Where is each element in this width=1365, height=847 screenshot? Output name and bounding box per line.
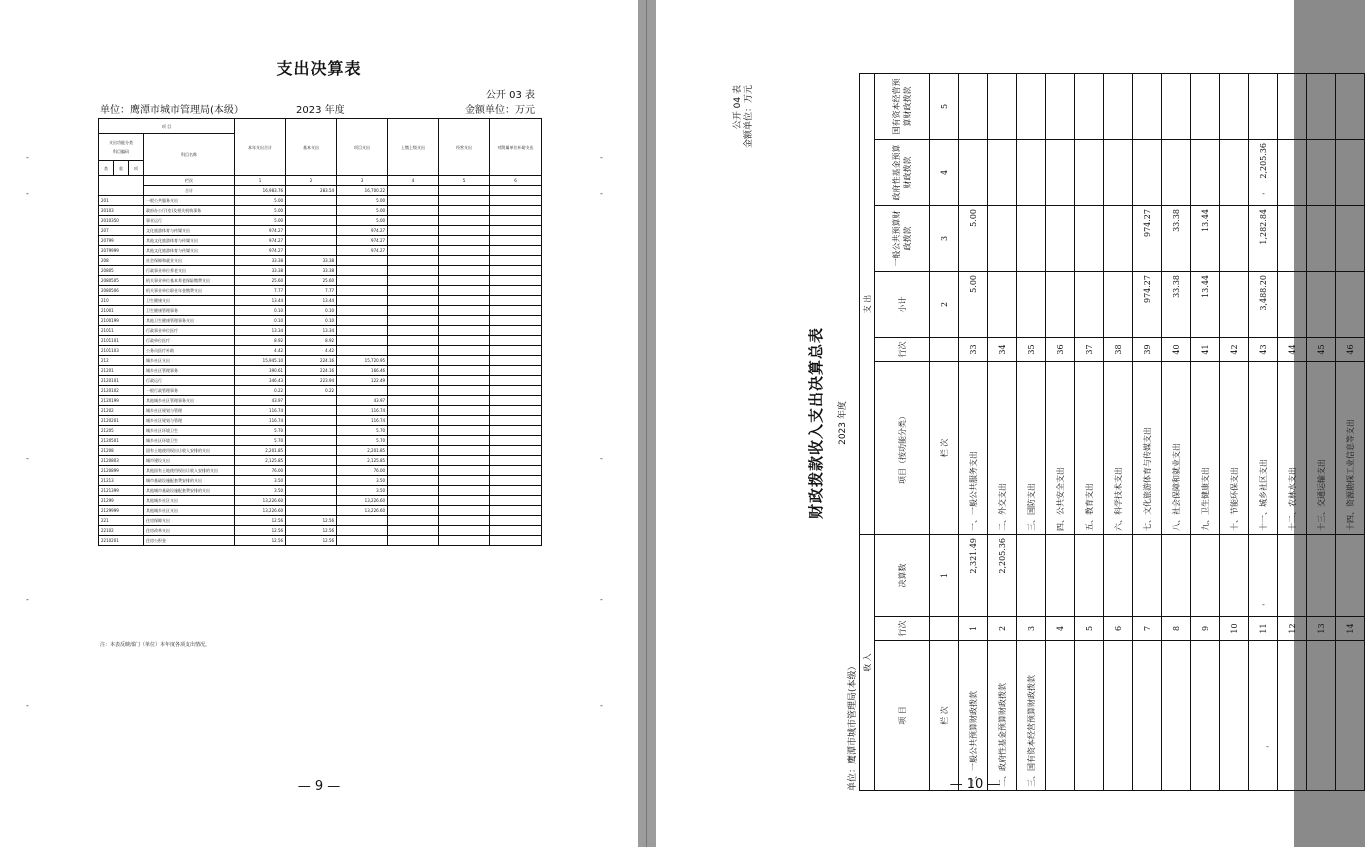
table-row: 221 住房保障支出 12.56 12.56 xyxy=(99,516,542,526)
header-general-budget: 一般公共预算财政拨款 xyxy=(875,206,930,272)
table-row: 三、国有资本经营预算财政拨款 3 三、国防支出 35 xyxy=(1017,73,1046,790)
left-page xyxy=(0,0,638,847)
table-row: 2079999 其他文化旅游体育与传媒支出 974.27 974.27 xyxy=(99,246,542,256)
header-project: 项 目 xyxy=(875,641,930,791)
margin-mark: - xyxy=(600,595,603,604)
margin-mark: - xyxy=(600,153,603,162)
table-row: 5 五、教育支出 37 xyxy=(1075,73,1104,790)
table-row: 20799 其他文化旅游体育与传媒支出 974.27 974.27 xyxy=(99,236,542,246)
header-col3: 项目支出 xyxy=(337,119,388,176)
header-col2: 基本支出 xyxy=(286,119,337,176)
table-row: 6 六、科学技术支出 38 xyxy=(1104,73,1133,790)
table-row: 21213 城市基础设施配套费安排的支出 3.50 3.50 xyxy=(99,476,542,486)
year-label: 2023 年度 xyxy=(296,105,345,116)
header-income: 收 入 xyxy=(860,535,875,791)
table-note: 注：本表反映部门（单位）本年度各项支出情况。 xyxy=(100,642,211,648)
table-row: 7 七、文化旅游体育与传媒支出 39 974.27 974.27 xyxy=(1133,73,1162,790)
page-number: — 9 — xyxy=(297,779,341,794)
table-code: 公开 04 表 xyxy=(733,85,743,130)
table-row: 2101101 行政单位医疗 8.92 8.92 xyxy=(99,336,542,346)
header-project: 项 目 xyxy=(99,119,235,134)
table-row: 10 十、节能环保支出 42 xyxy=(1220,73,1249,790)
table-row: 21208 国有土地使用权出让收入安排的支出 2,201.85 2,201.85 xyxy=(99,446,542,456)
header-final-amount: 决算数 xyxy=(875,535,930,617)
header-subtotal: 小计 xyxy=(875,272,930,338)
table-row: 13 十三、交通运输支出 45 xyxy=(1307,73,1336,790)
right-page xyxy=(656,0,1355,847)
table-row: 21201 城乡社区管理事务 390.61 224.16 166.46 xyxy=(99,366,542,376)
table-row: 201 一般公共服务支出 5.00 5.00 xyxy=(99,196,542,206)
table-row: 2120899 其他国有土地使用权出让收入安排的支出 76.00 76.00 xyxy=(99,466,542,476)
table-row: 2010350 事业运行 5.00 5.00 xyxy=(99,216,542,226)
table-row: 208 社会保障和就业支出 33.38 33.38 xyxy=(99,256,542,266)
table-row: 21205 城乡社区环境卫生 5.70 5.70 xyxy=(99,426,542,436)
table-row: 12 十二、农林水支出 44 xyxy=(1278,73,1307,790)
table-row: 2101103 公务员医疗补助 4.42 4.42 xyxy=(99,346,542,356)
page-gutter xyxy=(638,0,656,847)
header-func-code: 支出功能分类 科目编码 xyxy=(99,134,144,161)
unit-label: 单位：鹰潭市城市管理局(本级） xyxy=(848,661,858,791)
page-number: — 10 — xyxy=(949,777,1001,792)
table-row: 2120102 一般行政管理事务 0.22 0.22 xyxy=(99,386,542,396)
header-col5: 经营支出 xyxy=(439,119,490,176)
table-row: 21202 城乡社区规划与管理 116.74 116.74 xyxy=(99,406,542,416)
table-row: 14 十四、资源勘探工业信息等支出 46 xyxy=(1336,73,1365,790)
header-lei: 类 xyxy=(99,161,114,176)
table-row: 2210201 住房公积金 12.56 12.56 xyxy=(99,536,542,546)
margin-mark: - xyxy=(26,153,29,162)
table-row: 2100199 其他卫生健康管理事务支出 0.10 0.10 xyxy=(99,316,542,326)
table-row: 21299 其他城乡社区支出 13,226.60 13,226.60 xyxy=(99,496,542,506)
header-state-capital: 国有资本经营预算财政拨款 xyxy=(875,73,930,139)
lanci-label: 栏次 xyxy=(144,176,235,186)
page-title: 财政拨款收入支出决算总表 xyxy=(807,327,825,520)
table-row: 一、一般公共预算财政拨款 1 2,321.49 一、一般公共服务支出 33 5.00 5.00 xyxy=(959,73,988,790)
header-row-no-2: 行次 xyxy=(875,338,930,362)
header-col1: 本年支出合计 xyxy=(235,119,286,176)
margin-mark: - xyxy=(1262,189,1265,198)
table-row: 2120201 城乡社区规划与管理 116.74 116.74 xyxy=(99,416,542,426)
table-row: 22102 住房改革支出 12.56 12.56 xyxy=(99,526,542,536)
table-row: 2120199 其他城乡社区管理事务支出 43.97 43.97 xyxy=(99,396,542,406)
header-xiang: 项 xyxy=(129,161,144,176)
year-label: 2023 年度 xyxy=(838,401,848,445)
table-row: 2121399 其他城市基础设施配套费安排的支出 3.50 3.50 xyxy=(99,486,542,496)
table-row: 207 文化旅游体育与传媒支出 974.27 974.27 xyxy=(99,226,542,236)
header-gov-fund: 政府性基金预算财政拨款 xyxy=(875,140,930,206)
table-row: 11 十一、城乡社区支出 43 3,488.20 1,282.84 2,205.36 xyxy=(1249,73,1278,790)
amount-unit-label: 金额单位：万元 xyxy=(744,85,754,149)
expense-table: 项 目 本年支出合计 基本支出 项目支出 上缴上级支出 经营支出 对附属单位补助支出 支出功能分类 科目编码 科目名称 类 款 项 栏次 1 2 3 4 5 6 合计 16,983.76 283.54 16,700.22 201 一般公共服务支出 5.00 5.00 20103 政府办公厅(室)及相关机构事务 5.00 5.00 2010350 事业运行 5.00 5.00 207 文化旅游体育与传媒支出 974.27 974.27 20799 其他文化旅游体育与传媒支出 974.27 974.27 2079999 其他文化旅游体育与传媒支出 974.27 974.27 208 社会保障和就业支出 33.38 33.38 20805 行政事业单位养老支出 33.38 33.38 2080505 机关事业单位基本养老保险缴费支出 25.60 25.60 2080506 机关事业单位职业年金缴费支出 7.77 7.77 210 卫生健康支出 13.44 13.44 21001 卫生健康管理事务 0.10 0.10 2100199 其他卫生健康管理事务支出 0.10 0.10 21011 行政事业单位医疗 13.34 13.34 2101101 行政单位医疗 8.92 8.92 2101103 公务员医疗补助 4.42 4.42 212 城乡社区支出 15,945.10 224.16 15,720.95 21201 城乡社区管理事务 390.61 224.16 166.46 2120101 行政运行 346.43 223.94 122.49 2120102 一般行政管理事务 0.22 0.22 2120199 其他城乡社区管理事务支出 43.97 43.97 21202 城乡社区规划与管理 116.74 116.74 2120201 城乡社区规划与管理 116.74 116.74 21205 城乡社区环境卫生 5.70 5.70 2120501 城乡社区环境卫生 5.70 5.70 21208 国有土地使用权出让收入安排的支出 2,201.85 2,201.85 2120803 城市建设支出 2,125.85 2,125.85 2120899 其他国有土地使用权出让收入安排的支出 76.00 76.00 21213 城市基础设施配套费安排的支出 3.50 3.50 2121399 其他城市基础设施配套费安排的支出 3.50 3.50 21299 其他城乡社区支出 13,226.60 13,226.60 2129999 其他城乡社区支出 13,226.60 13,226.60 221 住房保障支出 12.56 12.56 22102 住房改革支出 12.56 12.56 2210201 住房公积金 12.56 12.56 xyxy=(98,118,542,546)
table-row: 20103 政府办公厅(室)及相关机构事务 5.00 5.00 xyxy=(99,206,542,216)
table-row: 4 四、公共安全支出 36 xyxy=(1046,73,1075,790)
table-row: 2120101 行政运行 346.43 223.94 122.49 xyxy=(99,376,542,386)
header-expense: 支 出 xyxy=(860,73,875,534)
table-row: 2129999 其他城乡社区支出 13,226.60 13,226.60 xyxy=(99,506,542,516)
table-row: 8 八、社会保障和就业支出 40 33.38 33.38 xyxy=(1162,73,1191,790)
page-title: 支出决算表 xyxy=(276,59,362,78)
header-col6: 对附属单位补助支出 xyxy=(490,119,542,176)
table-row: 20805 行政事业单位养老支出 33.38 33.38 xyxy=(99,266,542,276)
margin-mark: - xyxy=(26,595,29,604)
table-row: 2120501 城乡社区环境卫生 5.70 5.70 xyxy=(99,436,542,446)
table-row: 21011 行政事业单位医疗 13.34 13.34 xyxy=(99,326,542,336)
margin-mark: - xyxy=(1262,600,1265,609)
table-code: 公开 03 表 xyxy=(485,90,535,101)
table-row: 210 卫生健康支出 13.44 13.44 xyxy=(99,296,542,306)
total-row: 合计 16,983.76 283.54 16,700.22 xyxy=(99,186,542,196)
table-row: 2080506 机关事业单位职业年金缴费支出 7.77 7.77 xyxy=(99,286,542,296)
table-row: 2120803 城市建设支出 2,125.85 2,125.85 xyxy=(99,456,542,466)
table-row: 二、政府性基金预算财政拨款 2 2,205.36 二、外交支出 34 xyxy=(988,73,1017,790)
margin-mark: - xyxy=(26,189,29,198)
margin-mark: - xyxy=(600,189,603,198)
margin-mark: - xyxy=(26,454,29,463)
table-row: 21001 卫生健康管理事务 0.10 0.10 xyxy=(99,306,542,316)
table-row: 212 城乡社区支出 15,945.10 224.16 15,720.95 xyxy=(99,356,542,366)
header-project-func: 项目（按功能分类） xyxy=(875,362,930,535)
margin-mark: - xyxy=(26,701,29,710)
amount-unit-label: 金额单位：万元 xyxy=(465,105,535,116)
margin-mark: - xyxy=(600,454,603,463)
header-subject-name: 科目名称 xyxy=(144,134,235,176)
header-kuan: 款 xyxy=(114,161,129,176)
summary-table: 收 入 支 出 项 目 行次 决算数 项目（按功能分类） 行次 小计 一般公共预算财政拨款 政府性基金预算财政拨款 国有资本经营预算财政拨款 栏 次 1 栏 次 2 3 4 5 一、一般公共预算财政拨款 1 2,321.49 一、一般公共服务支出 33 5.00 5.00 二、政府性基金预算财政拨款 2 2,205.36 二、外交支出 34 三、国有资本经营预算财政拨款 3 三、国防支出 35 4 四、公共安全支出 36 5 五、教育支出 37 6 六、科学技术支出 38 7 七、文化旅游体育与传媒支出 39 974.27 974.27 8 八、社会保障和就业支出 40 33.38 33.38 9 九、卫生健康支出 41 13.44 13.44 10 十、节能环保支出 42 11 十一、城乡社区支出 43 3,488.20 1,282.84 2,205.36 12 十二、农林水支出 44 13 十三、交通运输支出 45 14 十四、资源勘探工业信息等支出 46 xyxy=(859,73,1365,791)
header-col4: 上缴上级支出 xyxy=(388,119,439,176)
margin-mark: - xyxy=(600,701,603,710)
rotated-content xyxy=(733,33,1355,813)
unit-label: 单位：鹰潭市城市管理局(本级） xyxy=(100,105,244,116)
margin-mark: - xyxy=(1266,742,1269,751)
table-row: 9 九、卫生健康支出 41 13.44 13.44 xyxy=(1191,73,1220,790)
header-row-no: 行次 xyxy=(875,617,930,641)
table-row: 2080505 机关事业单位基本养老保险缴费支出 25.60 25.60 xyxy=(99,276,542,286)
